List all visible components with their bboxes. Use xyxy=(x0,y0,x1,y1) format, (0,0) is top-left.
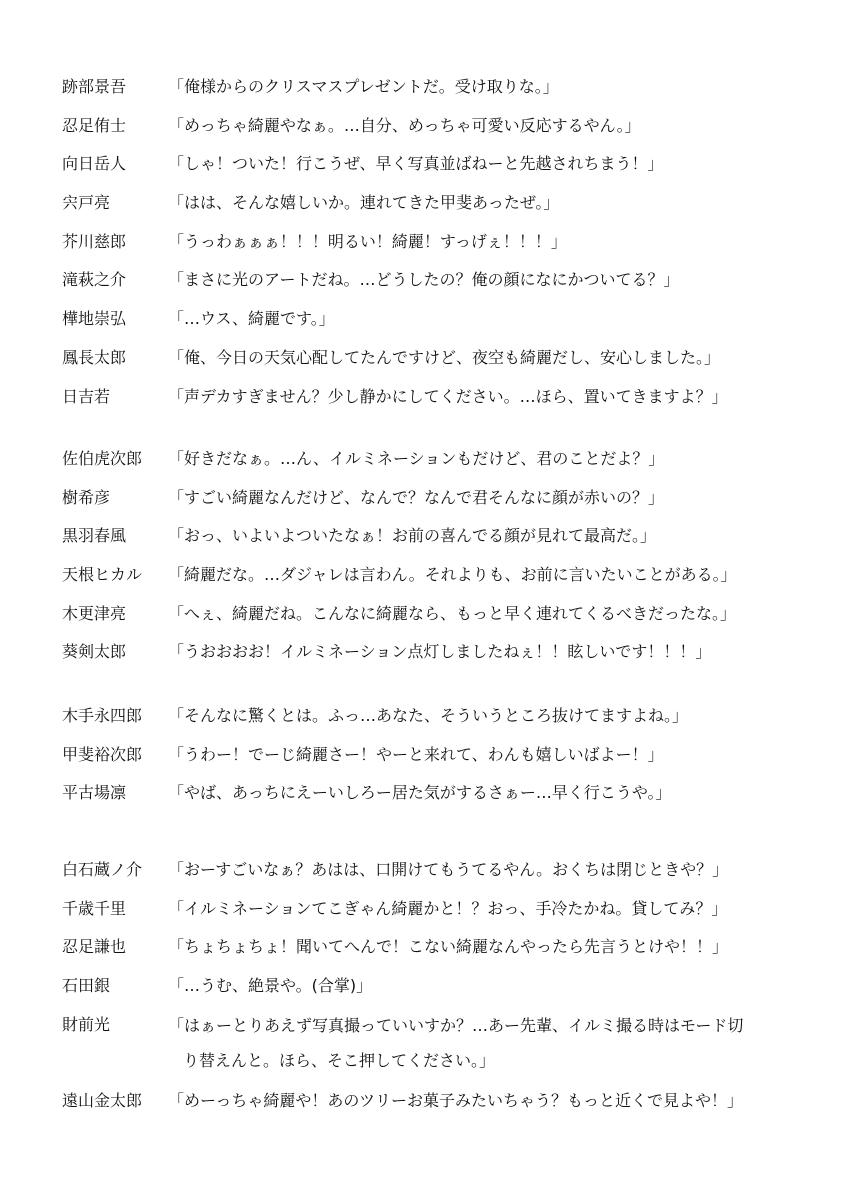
dialogue-line: 「すごい綺麗なんだけど、なんで？なんで君そんなに顔が赤いの？」 xyxy=(168,487,665,507)
dialogue-line: 「…ウス、綺麗です。」 xyxy=(168,309,335,329)
dialogue-group-rokkaku xyxy=(0,443,849,675)
dialogue-line: 「うわー！でーじ綺麗さー！やーと来れて、わんも嬉しいばよー！」 xyxy=(168,744,664,764)
dialogue-row xyxy=(0,342,849,381)
dialogue-row xyxy=(0,636,849,675)
dialogue-group-hyotei xyxy=(0,71,849,419)
character-name: 千歳千里 xyxy=(62,898,127,918)
dialogue-line: 「そんなに驚くとは。ふっ…あなた、そういうところ抜けてますよね。」 xyxy=(168,706,689,725)
dialogue-line: 「…うむ、絶景や。(合掌)」 xyxy=(168,976,373,996)
dialogue-line: 「好きだなぁ。…ん、イルミネーションもだけど、君のことだよ？」 xyxy=(168,449,665,468)
character-name: 甲斐裕次郎 xyxy=(62,744,143,764)
dialogue-row xyxy=(0,970,849,1009)
dialogue-row xyxy=(0,931,849,970)
dialogue-line: 「やば、あっちにえーいしろー居た気がするさぁー…早く行こうや。」 xyxy=(168,783,672,803)
dialogue-row xyxy=(0,598,849,637)
character-name: 樹希彦 xyxy=(62,487,111,507)
dialogue-row xyxy=(0,264,849,303)
character-name: 天根ヒカル xyxy=(62,565,143,585)
dialogue-line: 「おっ、いよいよついたなぁ！お前の喜んでる顔が見れて最高だ。」 xyxy=(168,526,657,546)
dialogue-row xyxy=(0,854,849,893)
dialogue-row xyxy=(0,739,849,778)
dialogue-row xyxy=(0,148,849,187)
character-name: 向日岳人 xyxy=(62,154,127,174)
dialogue-line: 「まさに光のアートだね。…どうしたの？俺の顔になにかついてる？」 xyxy=(168,270,680,290)
character-name: 宍戸亮 xyxy=(62,193,111,213)
dialogue-line: 「はは、そんな嬉しいか。連れてきた甲斐あったぜ。」 xyxy=(168,193,560,213)
dialogue-line: 「へぇ、綺麗だね。こんなに綺麗なら、もっと早く連れてくるべきだったな。」 xyxy=(168,603,737,623)
character-name: 滝萩之介 xyxy=(62,270,127,290)
dialogue-row xyxy=(0,303,849,342)
dialogue-line: 「めっちゃ綺麗やなぁ。…自分、めっちゃ可愛い反応するやん。」 xyxy=(168,115,641,135)
character-name: 樺地崇弘 xyxy=(62,309,127,329)
character-name: 日吉若 xyxy=(62,386,111,406)
dialogue-row xyxy=(0,1009,849,1085)
dialogue-row xyxy=(0,893,849,932)
dialogue-row xyxy=(0,700,849,739)
dialogue-line: 「綺麗だな。…ダジャレは言わん。それよりも、お前に言いたいことがある。」 xyxy=(168,565,737,585)
character-name: 白石蔵ノ介 xyxy=(62,860,143,879)
dialogue-row xyxy=(0,187,849,226)
character-name: 遠山金太郎 xyxy=(62,1090,143,1110)
dialogue-row xyxy=(0,1085,849,1124)
dialogue-line-part: 「はぁーとりあえず写真撮っていいすか？…あー先輩、イルミ撮る時はモード切 xyxy=(168,1015,744,1035)
dialogue-line: 「俺様からのクリスマスプレゼントだ。受け取りな。」 xyxy=(168,77,559,96)
dialogue-line: 「うっわぁぁぁ！！！明るい！綺麗！すっげぇ！！！」 xyxy=(168,231,567,251)
character-name: 石田銀 xyxy=(62,976,111,996)
dialogue-row xyxy=(0,226,849,265)
dialogue-row xyxy=(0,110,849,149)
dialogue-row xyxy=(0,777,849,816)
dialogue-group-higa xyxy=(0,700,849,816)
dialogue-row xyxy=(0,482,849,521)
dialogue-line: 「俺、今日の天気心配してたんですけど、夜空も綺麗だし、安心しました。」 xyxy=(168,347,721,367)
character-name: 忍足侑士 xyxy=(62,115,127,135)
dialogue-line: 「うおおおお！イルミネーション点灯しましたねぇ！！眩しいです！！！」 xyxy=(168,642,712,662)
dialogue-row xyxy=(0,443,849,482)
dialogue-group-shitenhoji xyxy=(0,854,849,1123)
dialogue-row xyxy=(0,71,849,110)
character-name: 鳳長太郎 xyxy=(62,347,127,367)
dialogue-line: 「イルミネーションてこぎゃん綺麗かと！？おっ、手冷たかね。貸してみ？」 xyxy=(168,898,728,918)
character-name: 木更津亮 xyxy=(62,603,127,623)
character-name: 忍足謙也 xyxy=(62,937,127,957)
character-name: 平古場凛 xyxy=(62,783,127,803)
dialogue-row xyxy=(0,381,849,420)
dialogue-line: 「おーすごいなぁ？あはは、口開けてもうてるやん。おくちは閉じときや？」 xyxy=(168,860,729,879)
dialogue-line xyxy=(168,1008,780,1078)
character-name: 葵剣太郎 xyxy=(62,642,127,662)
dialogue-line: 「しゃ！ついた！行こうぜ、早く写真並ばねーと先越されちまう！」 xyxy=(168,154,664,174)
character-name: 佐伯虎次郎 xyxy=(62,449,143,468)
dialogue-line: 「声デカすぎません？少し静かにしてください。…ほら、置いてきますよ？」 xyxy=(168,386,728,406)
character-name: 黒羽春風 xyxy=(62,526,127,546)
dialogue-row xyxy=(0,559,849,598)
character-name: 跡部景吾 xyxy=(62,77,127,96)
character-name: 芥川慈郎 xyxy=(62,231,127,251)
dialogue-line: 「ちょちょちょ！聞いてへんで！こない綺麗なんやったら先言うとけや！！」 xyxy=(168,937,729,957)
dialogue-row xyxy=(0,520,849,559)
character-name: 財前光 xyxy=(62,1014,111,1034)
dialogue-line-continuation: り替えんと。ほら、そこ押してください。」 xyxy=(183,1050,496,1070)
character-name: 木手永四郎 xyxy=(62,706,143,725)
dialogue-line: 「めーっちゃ綺麗や！あのツリーお菓子みたいちゃう？もっと近くで見よや！」 xyxy=(168,1090,744,1110)
